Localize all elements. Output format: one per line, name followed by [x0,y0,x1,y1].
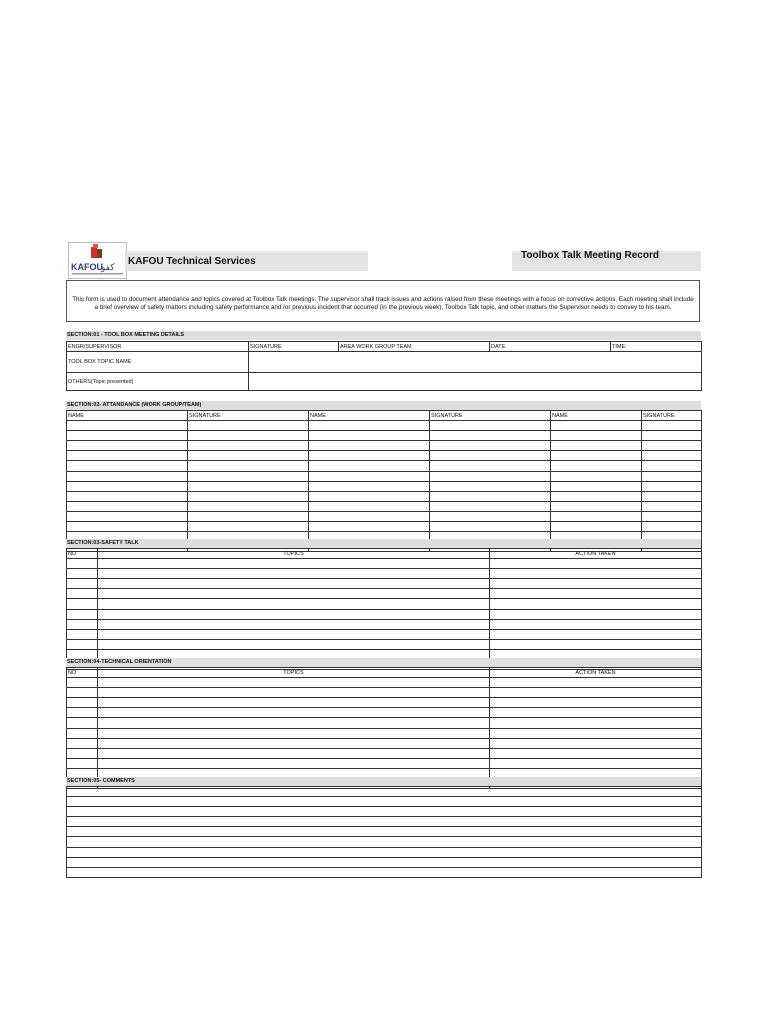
orientation-row-cell[interactable] [98,678,490,688]
safety-talk-row-cell[interactable] [98,589,490,599]
safety-talk-row-cell[interactable] [98,619,490,629]
time-label: TIME: [611,342,702,352]
safety-talk-row-cell[interactable] [490,589,702,599]
date-label: DATE [490,342,611,352]
attendance-row [67,501,702,511]
attendance-row-cell[interactable] [430,471,551,481]
attendance-row-cell[interactable] [642,481,702,491]
safety-action-header: ACTION TAKEN [490,549,702,559]
safety-talk-row-cell[interactable] [490,609,702,619]
orientation-row-cell[interactable] [67,728,98,738]
attendance-row-cell[interactable] [551,491,642,501]
attendance-row-cell[interactable] [67,522,188,532]
attendance-row-cell[interactable] [67,441,188,451]
attendance-row-cell[interactable] [67,461,188,471]
attendance-row-cell[interactable] [309,522,430,532]
attendance-row-cell[interactable] [309,441,430,451]
safety-talk-row-cell[interactable] [67,609,98,619]
orientation-row-cell[interactable] [67,698,98,708]
safety-talk-row [67,609,702,619]
attendance-header-name-2: NAME [309,411,430,421]
attendance-row [67,522,702,532]
attendance-row-cell[interactable] [188,481,309,491]
attendance-row-cell[interactable] [642,511,702,521]
engr-supervisor-label: ENGR/SUPERVISOR [67,342,249,352]
area-team-label: AREA WORK GROUP TEAM [339,342,490,352]
orientation-row-cell[interactable] [490,758,702,768]
safety-talk-row-cell[interactable] [490,579,702,589]
attendance-row [67,491,702,501]
attendance-row-cell[interactable] [309,491,430,501]
attendance-row-cell[interactable] [430,431,551,441]
attendance-row-cell[interactable] [642,501,702,511]
attendance-row-cell[interactable] [309,471,430,481]
attendance-header-signature-3: SIGNATURE [642,411,702,421]
attendance-row [67,431,702,441]
attendance-row [67,471,702,481]
orientation-row-cell[interactable] [98,688,490,698]
attendance-row-cell[interactable] [551,451,642,461]
attendance-row-cell[interactable] [642,431,702,441]
attendance-row-cell[interactable] [188,461,309,471]
attendance-header-name-1: NAME [67,411,188,421]
attendance-row-cell[interactable] [430,491,551,501]
comments-row [67,857,702,867]
attendance-row [67,441,702,451]
safety-talk-row-cell[interactable] [67,569,98,579]
form-description: This form is used to document attendance and topics covered at Toolbox Talk meetings. The supervisor shall track issues and actions raised from these meetings with a focus on corrective actions. Each meeting shall include a brief overview of safety matters including safety performance and /or previous incident that occurred (in the previous week), Toolbox Talk topic, and other matters the Supervisor needs to convey to his team. [72,296,694,312]
attendance-row-cell[interactable] [67,481,188,491]
comments-row-cell[interactable] [67,807,702,817]
safety-talk-row [67,619,702,629]
orientation-row-cell[interactable] [490,738,702,748]
attendance-row-cell[interactable] [188,421,309,431]
comments-row-cell[interactable] [67,847,702,857]
section3-title: SECTION:03-SAFETY TALK [66,539,701,548]
attendance-row-cell[interactable] [430,441,551,451]
safety-talk-row-cell[interactable] [490,559,702,569]
attendance-row-cell[interactable] [430,522,551,532]
toolbox-topic-name-field[interactable] [249,352,702,373]
safety-talk-row [67,599,702,609]
orientation-row [67,708,702,718]
attendance-row-cell[interactable] [188,431,309,441]
attendance-row-cell[interactable] [67,511,188,521]
safety-talk-row [67,629,702,639]
attendance-row-cell[interactable] [309,451,430,461]
section4-title: SECTION:04-TECHNICAL ORIENTATION [66,658,701,667]
attendance-table [66,410,702,552]
comments-row [67,797,702,807]
safety-talk-row-cell[interactable] [67,559,98,569]
attendance-row-cell[interactable] [67,431,188,441]
comments-row [67,827,702,837]
safety-talk-row-cell[interactable] [490,639,702,649]
orientation-row-cell[interactable] [490,708,702,718]
safety-talk-row [67,639,702,649]
safety-talk-row-cell[interactable] [98,639,490,649]
attendance-row-cell[interactable] [551,471,642,481]
attendance-row-cell[interactable] [551,461,642,471]
company-name: KAFOU Technical Services [128,256,256,267]
attendance-row-cell[interactable] [309,461,430,471]
attendance-row-cell[interactable] [642,451,702,461]
orientation-row-cell[interactable] [67,688,98,698]
safety-talk-row-cell[interactable] [67,639,98,649]
comments-row [67,867,702,877]
logo-arabic-text: كفو [101,263,115,273]
attendance-row-cell[interactable] [642,522,702,532]
attendance-row-cell[interactable] [430,421,551,431]
orientation-row [67,678,702,688]
orientation-action-header: ACTION TAKEN [490,668,702,678]
orientation-row [67,718,702,728]
orientation-row-cell[interactable] [490,678,702,688]
attendance-row-cell[interactable] [188,451,309,461]
attendance-row-cell[interactable] [551,481,642,491]
safety-talk-table [66,548,702,670]
meeting-details-table [66,341,702,391]
attendance-header-signature-1: SIGNATURE [188,411,309,421]
safety-no-header: NO [67,549,98,559]
company-logo [68,242,127,279]
safety-talk-row-cell[interactable] [490,619,702,629]
orientation-row-cell[interactable] [67,748,98,758]
safety-talk-row [67,579,702,589]
attendance-row-cell[interactable] [67,421,188,431]
safety-talk-row-cell[interactable] [67,579,98,589]
attendance-row [67,481,702,491]
attendance-row [67,461,702,471]
attendance-row-cell[interactable] [309,421,430,431]
orientation-row-cell[interactable] [98,708,490,718]
toolbox-topic-name-label: TOOL BOX TOPIC NAME [67,352,249,373]
comments-row [67,817,702,827]
orientation-topics-header: TOPICS [98,668,490,678]
attendance-row-cell[interactable] [188,501,309,511]
attendance-row-cell[interactable] [551,501,642,511]
safety-topics-header: TOPICS [98,549,490,559]
attendance-row-cell[interactable] [430,461,551,471]
comments-row-cell[interactable] [67,857,702,867]
comments-row [67,807,702,817]
orientation-row [67,738,702,748]
attendance-row-cell[interactable] [67,501,188,511]
comments-table [66,786,702,878]
safety-talk-row-cell[interactable] [98,559,490,569]
safety-talk-row-cell[interactable] [98,569,490,579]
attendance-row-cell[interactable] [551,441,642,451]
attendance-row-cell[interactable] [188,511,309,521]
attendance-row-cell[interactable] [430,511,551,521]
orientation-row [67,758,702,768]
comments-row-cell[interactable] [67,817,702,827]
attendance-row-cell[interactable] [67,491,188,501]
safety-talk-row [67,569,702,579]
section5-title: SECTION:05- COMMENTS [66,777,701,786]
safety-talk-row-cell[interactable] [98,629,490,639]
attendance-row-cell[interactable] [430,451,551,461]
attendance-row-cell[interactable] [67,451,188,461]
safety-talk-row-cell[interactable] [490,599,702,609]
attendance-row-cell[interactable] [188,522,309,532]
attendance-row-cell[interactable] [551,511,642,521]
orientation-row [67,728,702,738]
safety-talk-row-cell[interactable] [98,579,490,589]
form-description-box [66,280,700,322]
orientation-row-cell[interactable] [67,758,98,768]
attendance-row [67,451,702,461]
comments-row-cell[interactable] [67,867,702,877]
orientation-row-cell[interactable] [98,718,490,728]
attendance-row-cell[interactable] [430,501,551,511]
orientation-row-cell[interactable] [67,738,98,748]
attendance-row-cell[interactable] [551,522,642,532]
orientation-row-cell[interactable] [98,728,490,738]
comments-row-cell[interactable] [67,827,702,837]
safety-talk-row-cell[interactable] [67,629,98,639]
document-title: Toolbox Talk Meeting Record [521,250,659,261]
attendance-row-cell[interactable] [309,481,430,491]
orientation-row-cell[interactable] [490,698,702,708]
signature-label: SIGNATURE [249,342,339,352]
attendance-row-cell[interactable] [188,491,309,501]
safety-talk-row [67,559,702,569]
orientation-row [67,688,702,698]
safety-talk-row-cell[interactable] [98,599,490,609]
attendance-row-cell[interactable] [551,421,642,431]
attendance-row [67,511,702,521]
attendance-row-cell[interactable] [309,511,430,521]
safety-talk-row-cell[interactable] [67,619,98,629]
orientation-row-cell[interactable] [67,718,98,728]
attendance-header-signature-2: SIGNATURE [430,411,551,421]
comments-row-cell[interactable] [67,837,702,847]
orientation-row-cell[interactable] [98,738,490,748]
comments-row [67,787,702,797]
comments-row [67,847,702,857]
orientation-row-cell[interactable] [67,678,98,688]
safety-talk-row-cell[interactable] [98,609,490,619]
others-topic-label: OTHERS(Topic presented) [67,373,249,391]
attendance-row-cell[interactable] [642,421,702,431]
orientation-row-cell[interactable] [490,748,702,758]
orientation-row-cell[interactable] [490,728,702,738]
attendance-header-name-3: NAME [551,411,642,421]
attendance-row-cell[interactable] [642,441,702,451]
orientation-row [67,698,702,708]
others-topic-field[interactable] [249,373,702,391]
orientation-row-cell[interactable] [490,718,702,728]
safety-talk-row-cell[interactable] [490,569,702,579]
comments-row-cell[interactable] [67,787,702,797]
safety-talk-row-cell[interactable] [67,589,98,599]
logo-latin-text: KAFOU [71,262,103,272]
comments-row [67,837,702,847]
section1-title: SECTION:01 - TOOL BOX MEETING DETAILS [66,331,701,340]
attendance-row-cell[interactable] [188,471,309,481]
attendance-row-cell[interactable] [430,481,551,491]
comments-row-cell[interactable] [67,797,702,807]
attendance-row-cell[interactable] [642,471,702,481]
attendance-row-cell[interactable] [67,471,188,481]
technical-orientation-table [66,667,702,789]
orientation-row-cell[interactable] [490,688,702,698]
attendance-row-cell[interactable] [309,431,430,441]
orientation-row-cell[interactable] [67,708,98,718]
safety-talk-row [67,589,702,599]
attendance-row-cell[interactable] [642,491,702,501]
safety-talk-row-cell[interactable] [67,599,98,609]
orientation-row [67,748,702,758]
orientation-row-cell[interactable] [98,758,490,768]
orientation-row-cell[interactable] [98,748,490,758]
section2-title: SECTION:02- ATTANDANCE (WORK GROUP/TEAM) [66,401,701,410]
orientation-no-header: NO [67,668,98,678]
attendance-row [67,421,702,431]
attendance-row-cell[interactable] [188,441,309,451]
attendance-row-cell[interactable] [551,431,642,441]
safety-talk-row-cell[interactable] [490,629,702,639]
orientation-row-cell[interactable] [98,698,490,708]
attendance-row-cell[interactable] [642,461,702,471]
attendance-row-cell[interactable] [309,501,430,511]
